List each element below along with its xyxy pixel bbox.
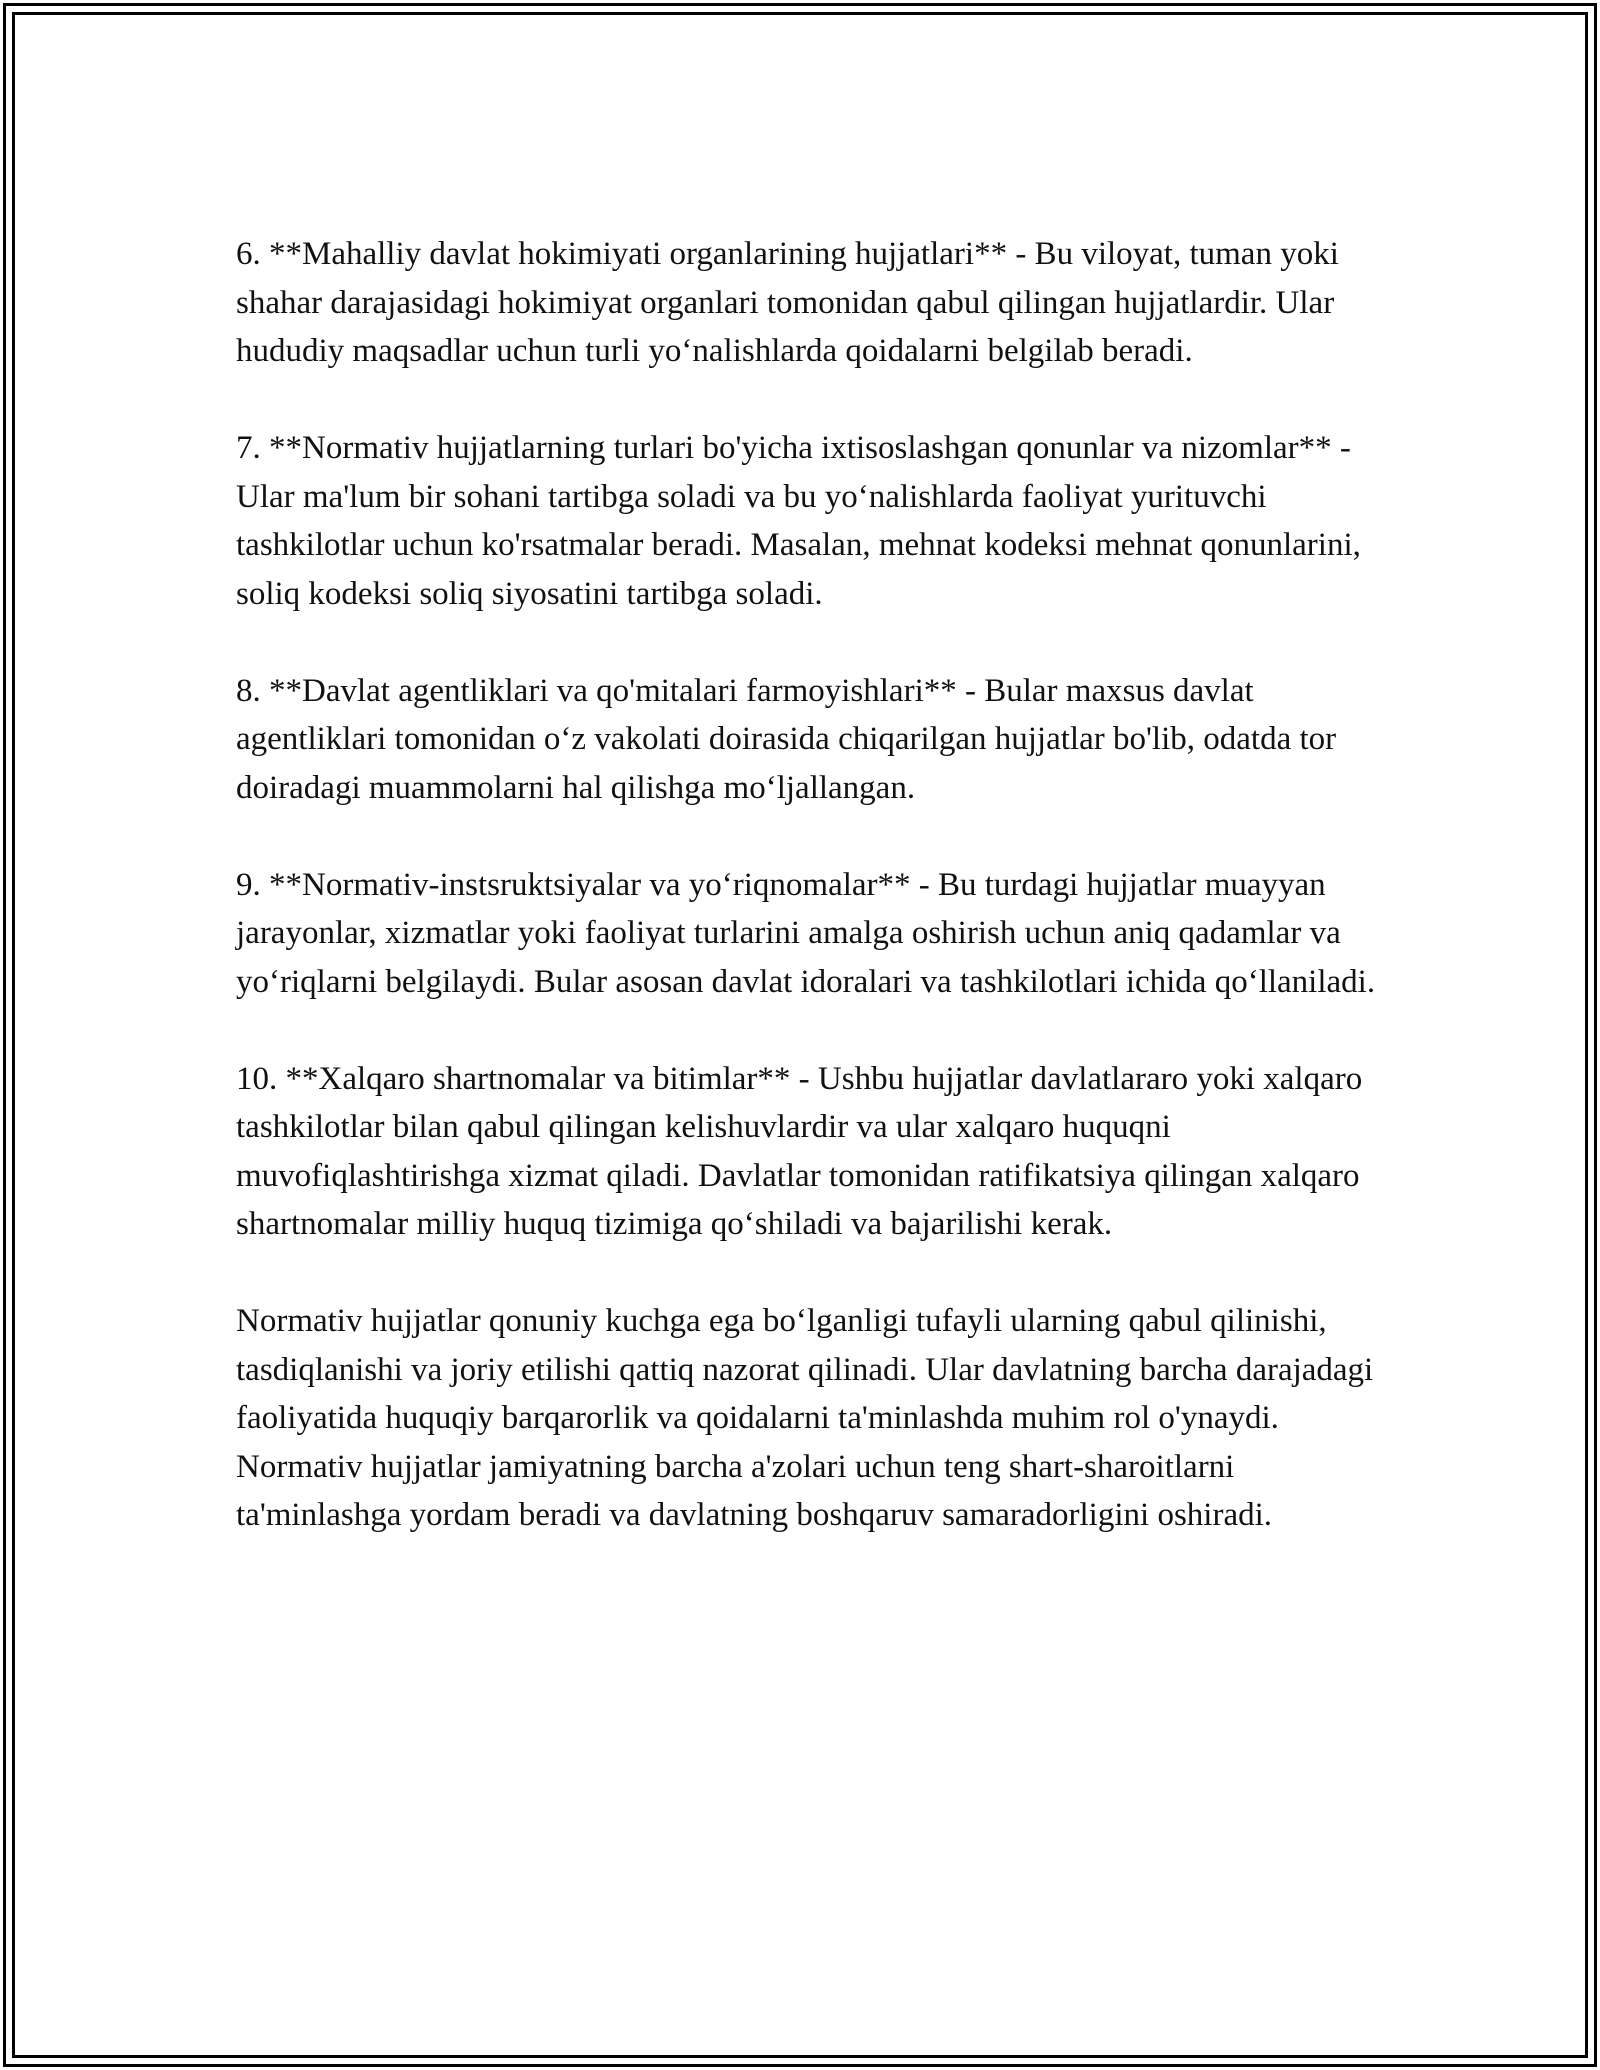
paragraph-item-7: 7. **Normativ hujjatlarning turlari bo'yicha ixtisoslashgan qonunlar va nizomlar** - Ular ma'lum bir sohani tartibga soladi va bu yo‘nalishlarda faoliyat yurituvchi tashkilotlar uchun ko'rsatmalar beradi. Masalan, mehnat kodeksi mehnat qonunlarini, soliq kodeksi soliq siyosatini tartibga soladi. <box>236 430 1361 612</box>
paragraph-item-8: 8. **Davlat agentliklari va qo'mitalari farmoyishlari** - Bular maxsus davlat agentliklari tomonidan o‘z vakolati doirasida chiqarilgan hujjatlar bo'lib, odatda tor doiradagi muammolarni hal qilishga mo‘ljallangan. <box>236 672 1337 806</box>
paragraph-item-6: 6. **Mahalliy davlat hokimiyati organlarining hujjatlari** - Bu viloyat, tuman yoki shahar darajasidagi hokimiyat organlari tomonidan qabul qilingan hujjatlardir. Ular hududiy maqsadlar uchun turli yo‘nalishlarda qoidalarni belgilab beradi. <box>236 236 1339 369</box>
document-body <box>236 230 1376 1588</box>
paragraph-item-9: 9. **Normativ-instsruktsiyalar va yo‘riqnomalar** - Bu turdagi hujjatlar muayyan jarayonlar, xizmatlar yoki faoliyat turlarini amalga oshirish uchun aniq qadamlar va yo‘riqlarni belgilaydi. Bular asosan davlat idoralari va tashkilotlari ichida qo‘llaniladi. <box>236 866 1376 1000</box>
paragraph-item-10: 10. **Xalqaro shartnomalar va bitimlar** - Ushbu hujjatlar davlatlararo yoki xalqaro tashkilotlar bilan qabul qilingan kelishuvlardir va ular xalqaro huquqni muvofiqlashtirishga xizmat qiladi. Davlatlar tomonidan ratifikatsiya qilingan xalqaro shartnomalar milliy huquq tizimiga qo‘shiladi va bajarilishi kerak. <box>236 1060 1363 1242</box>
paragraph-conclusion: Normativ hujjatlar qonuniy kuchga ega bo‘lganligi tufayli ularning qabul qilinishi, tasdiqlanishi va joriy etilishi qattiq nazorat qilinadi. Ular davlatning barcha darajadagi faoliyatida huquqiy barqarorlik va qoidalarni ta'minlashda muhim rol o'ynaydi. Normativ hujjatlar jamiyatning barcha a'zolari uchun teng shart-sharoitlarni ta'minlashga yordam beradi va davlatning boshqaruv samaradorligini oshiradi. <box>236 1303 1374 1533</box>
